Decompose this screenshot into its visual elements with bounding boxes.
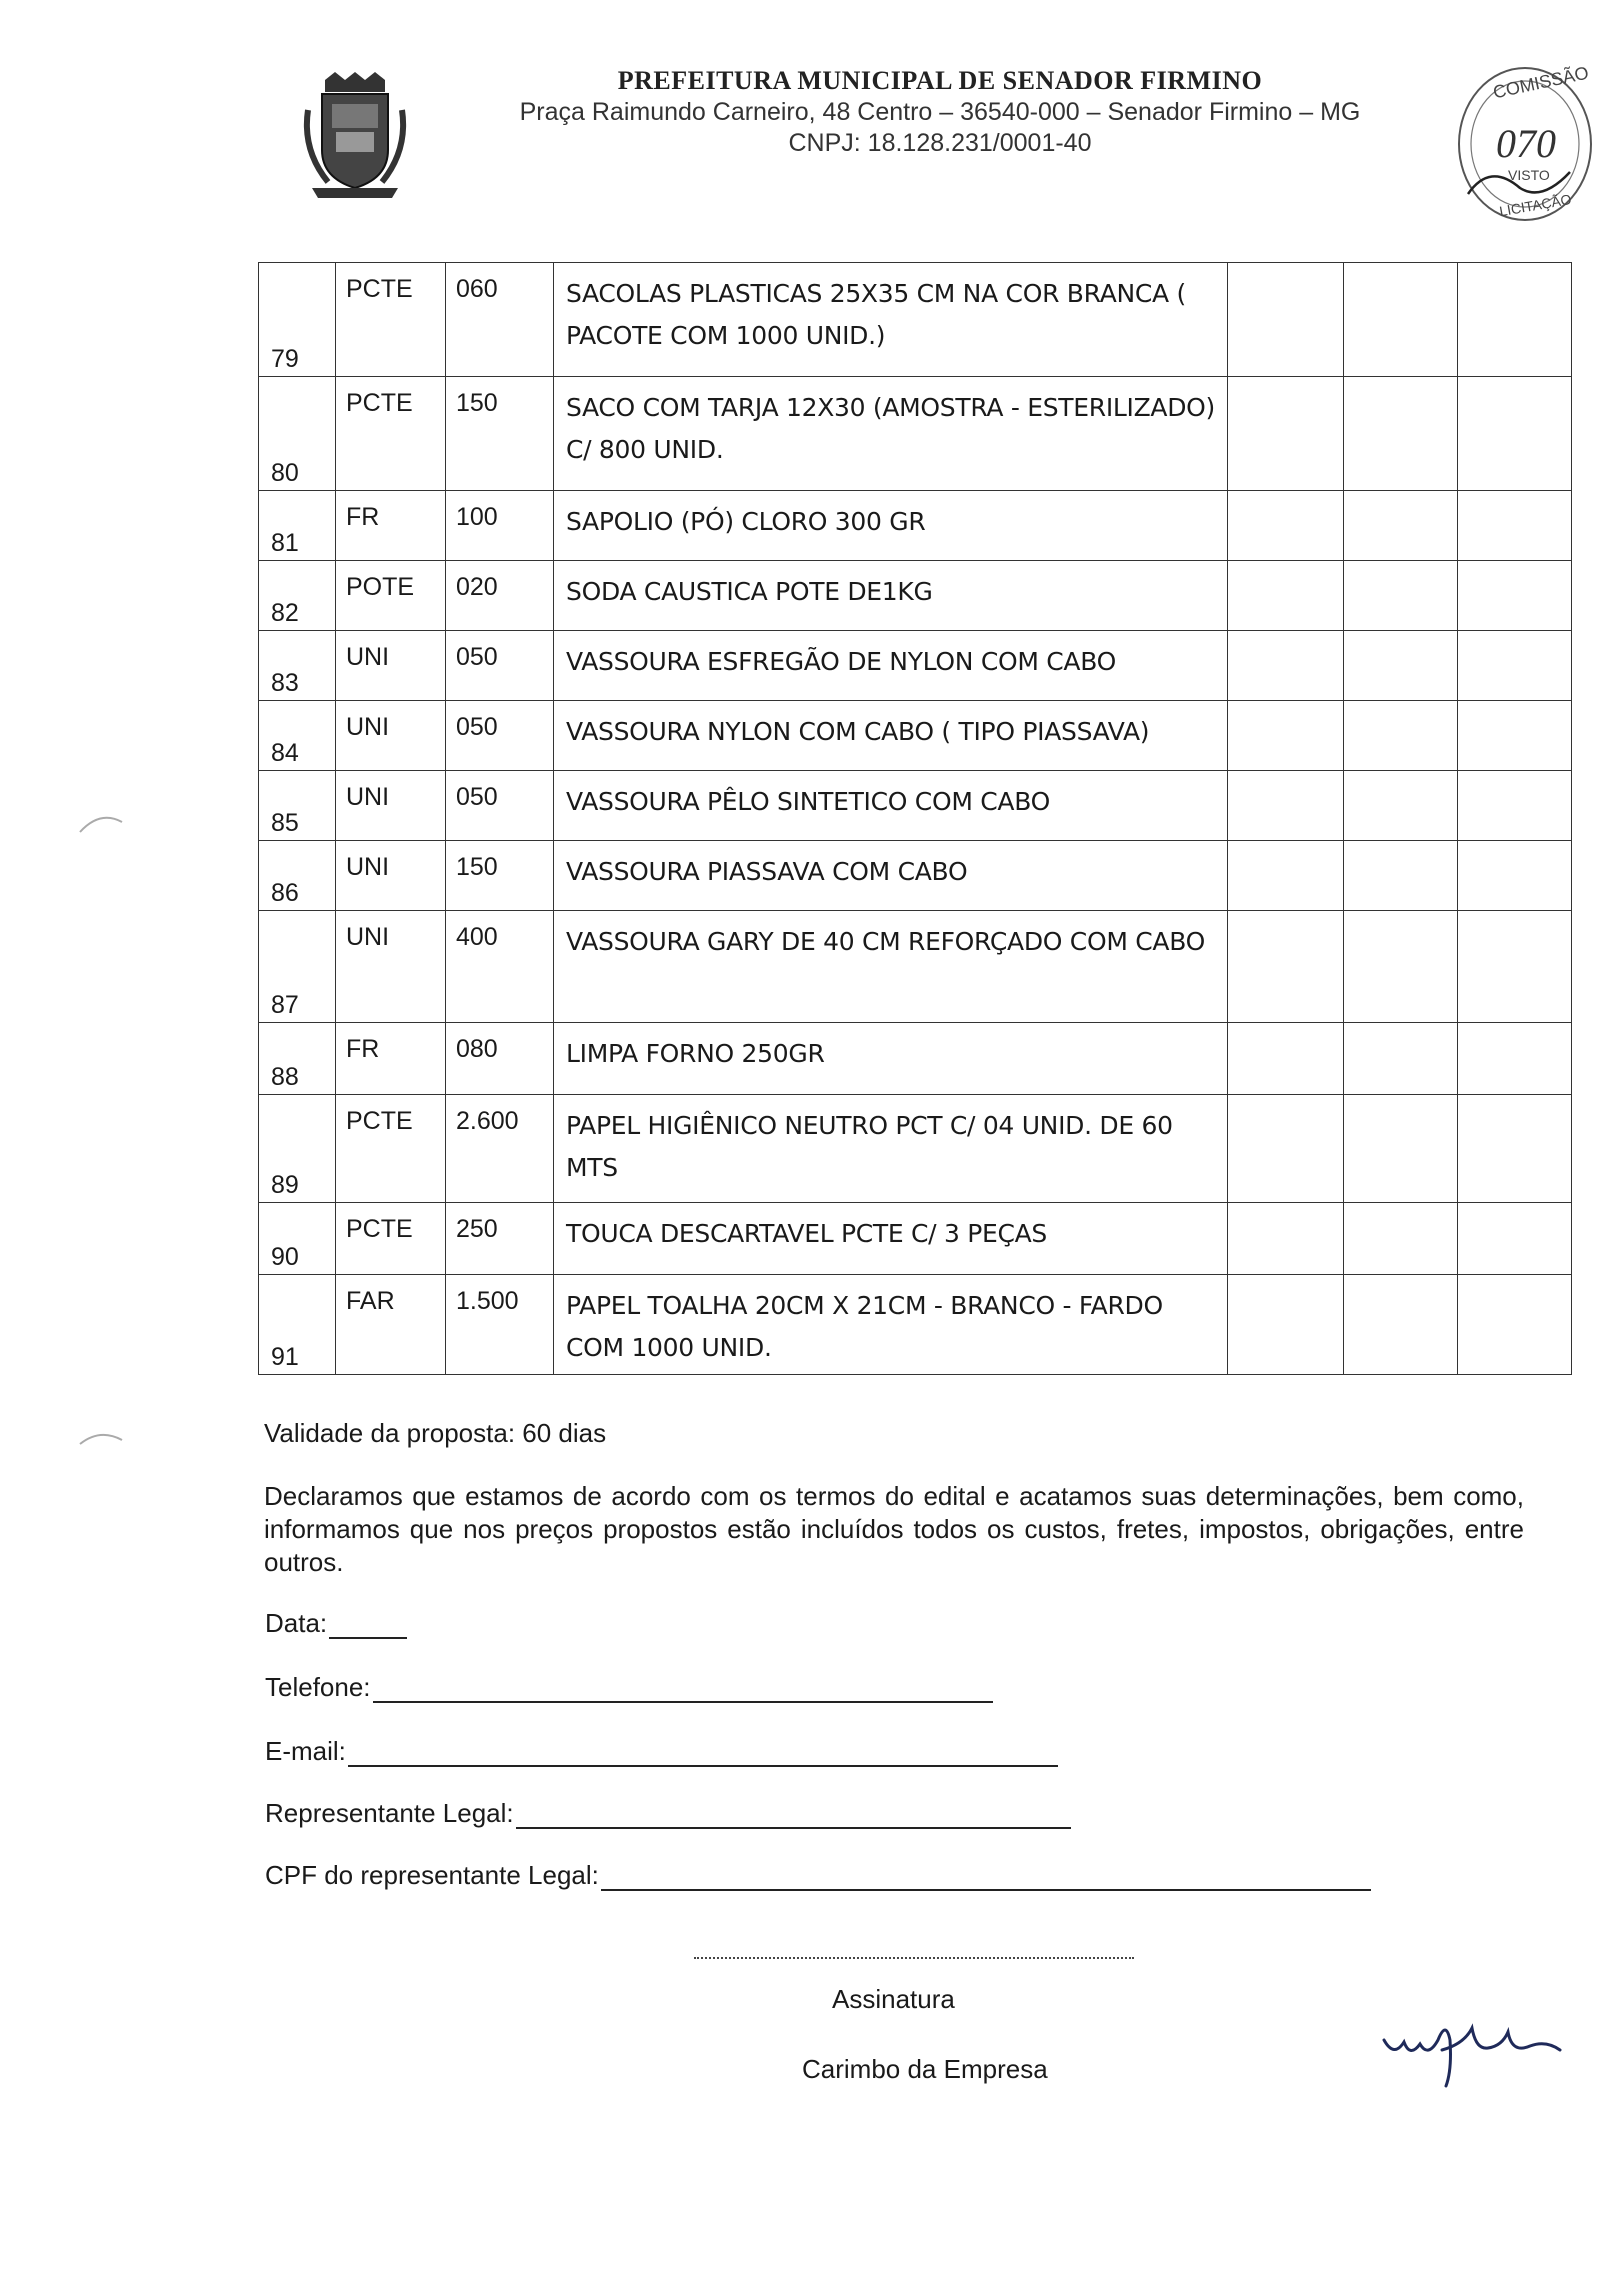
letterhead-cnpj: CNPJ: 18.128.231/0001-40 <box>788 129 1092 157</box>
empty-cell <box>1344 263 1458 377</box>
item-description: VASSOURA PÊLO SINTETICO COM CABO <box>554 771 1228 841</box>
empty-cell <box>1458 841 1572 911</box>
item-quantity: 150 <box>446 377 554 491</box>
empty-cell <box>1458 1203 1572 1275</box>
item-quantity: 150 <box>446 841 554 911</box>
table-row <box>259 561 1572 631</box>
item-unit: FAR <box>336 1275 446 1375</box>
empty-cell <box>1344 1203 1458 1275</box>
item-description: LIMPA FORNO 250GR <box>554 1023 1228 1095</box>
svg-text:070: 070 <box>1496 121 1556 166</box>
item-number-cell <box>259 1203 336 1275</box>
item-description: VASSOURA GARY DE 40 CM REFORÇADO COM CABO <box>554 911 1228 1023</box>
item-description: PAPEL HIGIÊNICO NEUTRO PCT C/ 04 UNID. DE 60 MTS <box>554 1095 1228 1203</box>
empty-cell <box>1458 1023 1572 1095</box>
item-description: VASSOURA PIASSAVA COM CABO <box>554 841 1228 911</box>
item-number-cell <box>259 491 336 561</box>
empty-cell <box>1458 263 1572 377</box>
item-quantity: 050 <box>446 701 554 771</box>
item-unit: UNI <box>336 771 446 841</box>
item-description: VASSOURA NYLON COM CABO ( TIPO PIASSAVA) <box>554 701 1228 771</box>
empty-cell <box>1458 561 1572 631</box>
empty-cell <box>1458 771 1572 841</box>
empty-cell <box>1228 701 1344 771</box>
item-quantity: 400 <box>446 911 554 1023</box>
legal-representative-blank[interactable] <box>516 1801 1071 1829</box>
table-row <box>259 701 1572 771</box>
date-label: Data: <box>265 1608 328 1638</box>
phone-label: Telefone: <box>265 1672 371 1702</box>
date-field[interactable] <box>265 1608 407 1639</box>
item-unit: PCTE <box>336 377 446 491</box>
item-quantity: 050 <box>446 771 554 841</box>
empty-cell <box>1228 263 1344 377</box>
empty-cell <box>1228 1095 1344 1203</box>
municipal-crest-logo <box>300 70 410 200</box>
empty-cell <box>1344 491 1458 561</box>
item-number: 79 <box>271 345 299 373</box>
empty-cell <box>1344 911 1458 1023</box>
table-row <box>259 1275 1572 1375</box>
item-description: PAPEL TOALHA 20CM X 21CM - BRANCO - FARDO COM 1000 UNID. <box>554 1275 1228 1375</box>
empty-cell <box>1344 1095 1458 1203</box>
item-number: 80 <box>271 459 299 487</box>
item-unit: UNI <box>336 841 446 911</box>
letterhead <box>440 66 1440 158</box>
empty-cell <box>1344 631 1458 701</box>
item-number: 81 <box>271 529 299 557</box>
empty-cell <box>1228 841 1344 911</box>
item-number: 85 <box>271 809 299 837</box>
item-number: 86 <box>271 879 299 907</box>
empty-cell <box>1228 1203 1344 1275</box>
item-quantity: 050 <box>446 631 554 701</box>
punch-hole-mark <box>76 808 126 838</box>
item-description: SODA CAUSTICA POTE DE1KG <box>554 561 1228 631</box>
item-number: 83 <box>271 669 299 697</box>
empty-cell <box>1458 631 1572 701</box>
item-description: TOUCA DESCARTAVEL PCTE C/ 3 PEÇAS <box>554 1203 1228 1275</box>
item-quantity: 2.600 <box>446 1095 554 1203</box>
item-number: 82 <box>271 599 299 627</box>
email-blank[interactable] <box>348 1739 1058 1767</box>
item-number-cell <box>259 841 336 911</box>
svg-text:LICITAÇÃO: LICITAÇÃO <box>1498 190 1573 220</box>
email-field[interactable] <box>265 1736 1058 1767</box>
item-quantity: 060 <box>446 263 554 377</box>
punch-hole-mark <box>76 1422 126 1452</box>
empty-cell <box>1458 1095 1572 1203</box>
item-unit: FR <box>336 1023 446 1095</box>
item-unit: PCTE <box>336 1095 446 1203</box>
item-number-cell <box>259 1095 336 1203</box>
cpf-blank[interactable] <box>601 1863 1371 1891</box>
item-unit: UNI <box>336 701 446 771</box>
empty-cell <box>1344 377 1458 491</box>
item-unit: POTE <box>336 561 446 631</box>
items-table <box>258 262 1572 1375</box>
empty-cell <box>1228 771 1344 841</box>
item-number-cell <box>259 561 336 631</box>
empty-cell <box>1228 1023 1344 1095</box>
empty-cell <box>1228 631 1344 701</box>
item-number-cell <box>259 377 336 491</box>
signature-line[interactable] <box>694 1957 1134 1959</box>
table-row <box>259 911 1572 1023</box>
item-quantity: 080 <box>446 1023 554 1095</box>
item-number: 88 <box>271 1063 299 1091</box>
table-row <box>259 263 1572 377</box>
item-quantity: 250 <box>446 1203 554 1275</box>
empty-cell <box>1228 1275 1344 1375</box>
cpf-label: CPF do representante Legal: <box>265 1860 599 1890</box>
item-number: 87 <box>271 991 299 1019</box>
item-number-cell <box>259 1275 336 1375</box>
item-unit: PCTE <box>336 1203 446 1275</box>
empty-cell <box>1458 911 1572 1023</box>
svg-text:COMISSÃO: COMISSÃO <box>1491 62 1591 103</box>
empty-cell <box>1344 701 1458 771</box>
item-number-cell <box>259 1023 336 1095</box>
proposal-validity: Validade da proposta: 60 dias <box>264 1418 607 1448</box>
empty-cell <box>1458 1275 1572 1375</box>
table-row <box>259 1023 1572 1095</box>
item-quantity: 020 <box>446 561 554 631</box>
empty-cell <box>1344 1275 1458 1375</box>
item-number: 89 <box>271 1171 299 1199</box>
item-description: SACOLAS PLASTICAS 25X35 CM NA COR BRANCA ( PACOTE COM 1000 UNID.) <box>554 263 1228 377</box>
item-number: 90 <box>271 1243 299 1271</box>
item-number-cell <box>259 771 336 841</box>
phone-field[interactable] <box>265 1672 993 1703</box>
empty-cell <box>1344 561 1458 631</box>
item-description: SACO COM TARJA 12X30 (AMOSTRA - ESTERILIZADO) C/ 800 UNID. <box>554 377 1228 491</box>
empty-cell <box>1228 491 1344 561</box>
table-row <box>259 491 1572 561</box>
empty-cell <box>1458 377 1572 491</box>
legal-representative-label: Representante Legal: <box>265 1798 514 1828</box>
cpf-field[interactable] <box>265 1860 1371 1891</box>
email-label: E-mail: <box>265 1736 346 1766</box>
item-unit: FR <box>336 491 446 561</box>
date-blank[interactable] <box>329 1611 407 1639</box>
handwritten-signature <box>1380 2010 1580 2090</box>
item-number: 84 <box>271 739 299 767</box>
table-row <box>259 1095 1572 1203</box>
table-row <box>259 771 1572 841</box>
empty-cell <box>1458 491 1572 561</box>
table-row <box>259 377 1572 491</box>
item-number-cell <box>259 631 336 701</box>
item-quantity: 100 <box>446 491 554 561</box>
phone-blank[interactable] <box>373 1675 993 1703</box>
letterhead-address: Praça Raimundo Carneiro, 48 Centro – 36540-000 – Senador Firmino – MG <box>519 98 1361 126</box>
svg-text:VISTO: VISTO <box>1508 167 1550 183</box>
commission-stamp <box>1450 62 1595 227</box>
item-quantity: 1.500 <box>446 1275 554 1375</box>
item-description: VASSOURA ESFREGÃO DE NYLON COM CABO <box>554 631 1228 701</box>
empty-cell <box>1228 911 1344 1023</box>
item-description: SAPOLIO (PÓ) CLORO 300 GR <box>554 491 1228 561</box>
item-unit: UNI <box>336 911 446 1023</box>
table-row <box>259 1203 1572 1275</box>
empty-cell <box>1344 771 1458 841</box>
empty-cell <box>1344 841 1458 911</box>
signature-label: Assinatura <box>832 1984 955 2014</box>
item-number: 91 <box>271 1343 299 1371</box>
table-row <box>259 841 1572 911</box>
letterhead-title: PREFEITURA MUNICIPAL DE SENADOR FIRMINO <box>617 66 1263 95</box>
company-stamp-label: Carimbo da Empresa <box>802 2054 1048 2084</box>
empty-cell <box>1228 561 1344 631</box>
item-unit: PCTE <box>336 263 446 377</box>
empty-cell <box>1228 377 1344 491</box>
item-unit: UNI <box>336 631 446 701</box>
legal-representative-field[interactable] <box>265 1798 1071 1829</box>
item-number-cell <box>259 263 336 377</box>
item-number-cell <box>259 911 336 1023</box>
item-number-cell <box>259 701 336 771</box>
empty-cell <box>1458 701 1572 771</box>
table-row <box>259 631 1572 701</box>
declaration-paragraph: Declaramos que estamos de acordo com os termos do edital e acatamos suas determinações, bem como, informamos que nos preços propostos estão incluídos todos os custos, fretes, impostos, obrigações, entre outros. <box>264 1481 1524 1577</box>
empty-cell <box>1344 1023 1458 1095</box>
